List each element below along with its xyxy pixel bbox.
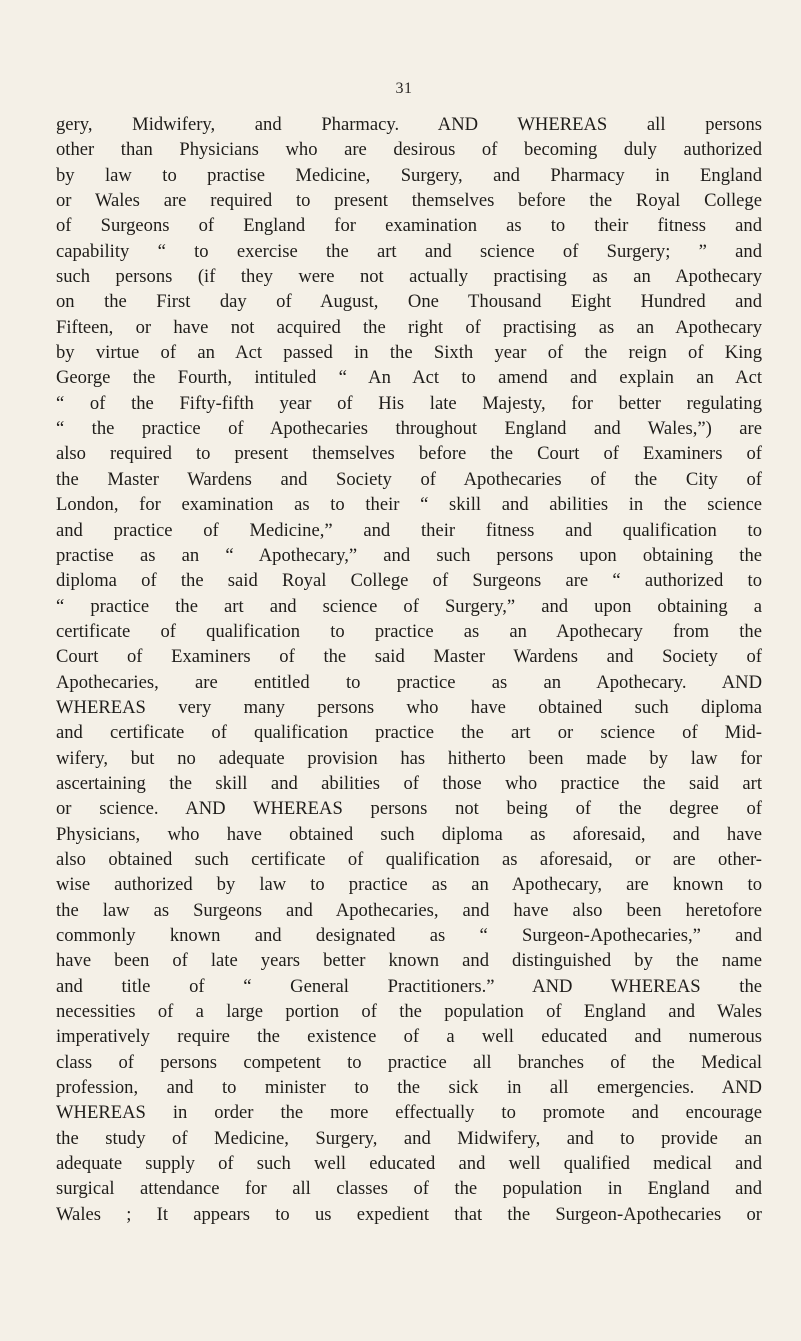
page-number: 31 [395,80,413,97]
text-line: Court of Examiners of the said Master Wardens and Society of [56,646,762,668]
text-line: imperatively require the existence of a well educated and numerous [56,1026,762,1048]
text-line: by law to practise Medicine, Surgery, and Pharmacy in England [56,164,762,186]
text-line: the law as Surgeons and Apothecaries, and have also been heretofore [56,899,762,921]
text-line: WHEREAS in order the more effectually to promote and encourage [56,1102,762,1124]
text-line: necessities of a large portion of the population of England and Wales [56,1001,762,1023]
text-line: class of persons competent to practice all branches of the Medical [56,1051,762,1073]
text-line: Wales ; It appears to us expedient that the Surgeon-Apothecaries or [56,1203,762,1225]
text-line: on the First day of August, One Thousand Eight Hundred and [56,291,762,313]
text-line: “ the practice of Apothecaries throughout England and Wales,”) are [56,418,762,440]
text-line: certificate of qualification to practice as an Apothecary from the [56,620,762,642]
text-line: such persons (if they were not actually practising as an Apothecary [56,266,762,288]
text-line: by virtue of an Act passed in the Sixth year of the reign of King [56,342,762,364]
text-line: practise as an “ Apothecary,” and such persons upon obtaining the [56,544,762,566]
text-line: capability “ to exercise the art and science of Surgery; ” and [56,240,762,262]
text-line: Physicians, who have obtained such diploma as aforesaid, and have [56,823,762,845]
text-line: other than Physicians who are desirous of becoming duly authorized [56,139,762,161]
text-line: London, for examination as to their “ skill and abilities in the science [56,494,762,516]
text-line: George the Fourth, intituled “ An Act to amend and explain an Act [56,367,762,389]
text-line: Apothecaries, are entitled to practice as an Apothecary. AND [56,671,762,693]
text-line: wise authorized by law to practice as an Apothecary, are known to [56,874,762,896]
text-line: profession, and to minister to the sick in all emergencies. AND [56,1077,762,1099]
body-text [56,112,762,1227]
text-line: the study of Medicine, Surgery, and Midwifery, and to provide an [56,1127,762,1149]
text-line: wifery, but no adequate provision has hitherto been made by law for [56,747,762,769]
text-line: also required to present themselves before the Court of Examiners of [56,443,762,465]
text-line: and certificate of qualification practice the art or science of Mid- [56,722,762,744]
text-line: and practice of Medicine,” and their fitness and qualification to [56,519,762,541]
text-line: surgical attendance for all classes of the population in England and [56,1178,762,1200]
text-line: of Surgeons of England for examination as to their fitness and [56,215,762,237]
text-line: or science. AND WHEREAS persons not being of the degree of [56,798,762,820]
text-line: ascertaining the skill and abilities of those who practice the said art [56,772,762,794]
text-line: the Master Wardens and Society of Apothecaries of the City of [56,468,762,490]
text-line: diploma of the said Royal College of Surgeons are “ authorized to [56,570,762,592]
text-line: “ practice the art and science of Surgery,” and upon obtaining a [56,595,762,617]
text-line: “ of the Fifty-fifth year of His late Majesty, for better regulating [56,392,762,414]
text-line: adequate supply of such well educated and well qualified medical and [56,1153,762,1175]
text-line: WHEREAS very many persons who have obtained such diploma [56,696,762,718]
text-line: have been of late years better known and distinguished by the name [56,950,762,972]
text-line: gery, Midwifery, and Pharmacy. AND WHEREAS all persons [56,114,762,135]
text-line: Fifteen, or have not acquired the right of practising as an Apothecary [56,316,762,338]
text-line: commonly known and designated as “ Surgeon-Apothecaries,” and [56,925,762,946]
text-line: and title of “ General Practitioners.” AND WHEREAS the [56,975,762,997]
text-line: or Wales are required to present themselves before the Royal College [56,190,762,212]
text-line: also obtained such certificate of qualification as aforesaid, or are other- [56,848,762,870]
